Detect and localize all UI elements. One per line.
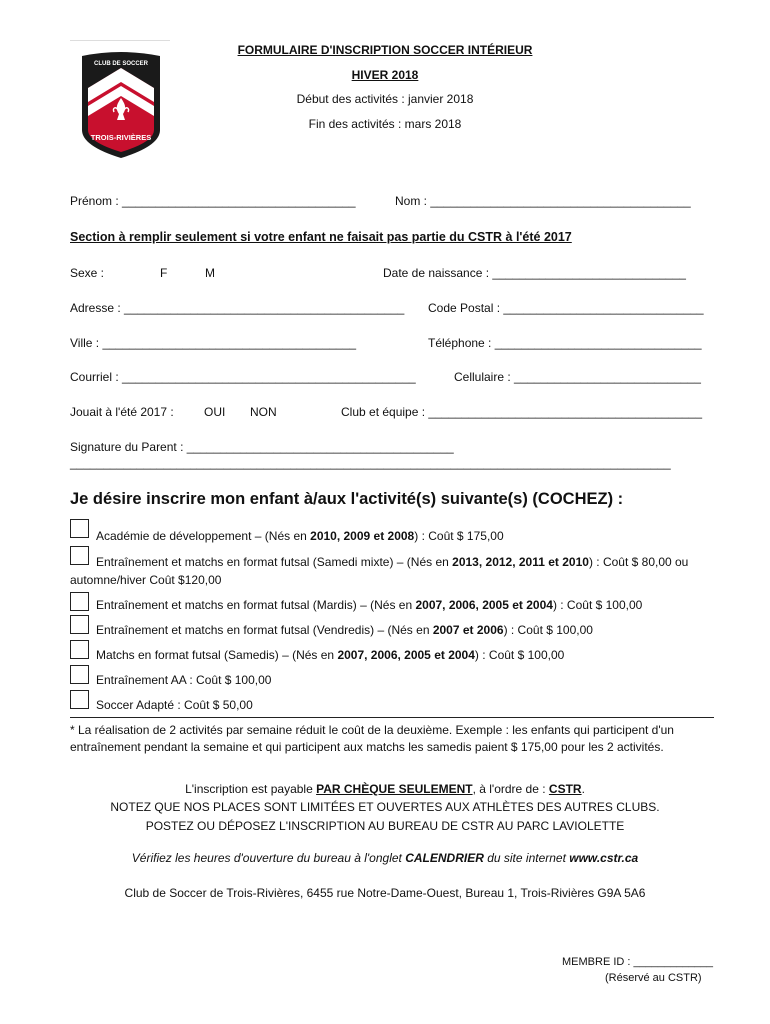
ville-field[interactable]: Ville : ______________________________________ <box>70 336 357 350</box>
sexe-m-option[interactable]: M <box>205 266 215 280</box>
oui-option[interactable]: OUI <box>204 405 226 419</box>
checkbox-samedi-mixte[interactable] <box>70 546 89 565</box>
payment-line: L'inscription est payable PAR CHÈQUE SEULEMENT, à l'ordre de : CSTR. <box>185 782 585 796</box>
reserve-note: (Réservé au CSTR) <box>605 972 702 984</box>
checkbox-aa[interactable] <box>70 665 89 684</box>
checkbox-mardis[interactable] <box>70 592 89 611</box>
activity-academie: Académie de développement – (Nés en 2010, 2009 et 2008) : Coût $ 175,00 <box>96 529 504 543</box>
checkbox-academie[interactable] <box>70 519 89 538</box>
courriel-field[interactable]: Courriel : ____________________________________________ <box>70 370 416 384</box>
activities-heading: Je désire inscrire mon enfant à/aux l'activité(s) suivante(s) (COCHEZ) : <box>70 490 624 508</box>
signature-field[interactable]: Signature du Parent : ________________________________________ <box>70 440 454 454</box>
form-title: FORMULAIRE D'INSCRIPTION SOCCER INTÉRIEUR <box>237 43 533 57</box>
activity-vendredis: Entraînement et matchs en format futsal (Vendredis) – (Nés en 2007 et 2006) : Coût $ 100,00 <box>96 623 593 637</box>
activity-mardis: Entraînement et matchs en format futsal (Mardis) – (Nés en 2007, 2006, 2005 et 2004) : Coût $ 100,00 <box>96 598 643 612</box>
season-title: HIVER 2018 <box>351 68 419 82</box>
activity-aa: Entraînement AA : Coût $ 100,00 <box>96 673 272 687</box>
logo-top-rule <box>70 40 170 41</box>
telephone-field[interactable]: Téléphone : _______________________________ <box>428 336 702 350</box>
note-line-1: * La réalisation de 2 activités par semaine réduit le coût de la deuxième. Exemple : les enfants qui participent d'un <box>70 723 674 737</box>
naissance-field[interactable]: Date de naissance : _____________________________ <box>383 266 686 280</box>
section-title: Section à remplir seulement si votre enfant ne faisait pas partie du CSTR à l'été 2017 <box>70 230 572 244</box>
places-notice: NOTEZ QUE NOS PLACES SONT LIMITÉES ET OUVERTES AUX ATHLÈTES DES AUTRES CLUBS. <box>110 800 660 814</box>
membre-id-field[interactable]: MEMBRE ID : _____________ <box>562 956 714 968</box>
logo-bottom-text: TROIS-RIVIÈRES <box>90 133 152 142</box>
club-equipe-field[interactable]: Club et équipe : _________________________________________ <box>341 405 703 419</box>
adresse-field[interactable]: Adresse : __________________________________________ <box>70 301 405 315</box>
note-line-2: entraînement pendant la semaine et qui participent aux matchs les samedis paient $ 175,00 pour les 2 activités. <box>70 740 664 754</box>
club-address: Club de Soccer de Trois-Rivières, 6455 rue Notre-Dame-Ouest, Bureau 1, Trois-Rivières G9A 5A6 <box>124 886 646 900</box>
activity-adapte: Soccer Adapté : Coût $ 50,00 <box>96 698 253 712</box>
code-postal-field[interactable]: Code Postal : ______________________________ <box>428 301 704 315</box>
nom-field[interactable]: Nom : _______________________________________ <box>395 194 691 208</box>
signature-line: __________________________________________________________________________________________ <box>70 456 671 470</box>
sexe-label: Sexe : <box>70 266 105 280</box>
checkbox-samedis[interactable] <box>70 640 89 659</box>
prenom-field[interactable]: Prénom : ___________________________________ <box>70 194 356 208</box>
activity-samedis: Matchs en format futsal (Samedis) – (Nés en 2007, 2006, 2005 et 2004) : Coût $ 100,00 <box>96 648 565 662</box>
non-option[interactable]: NON <box>250 405 277 419</box>
end-date: Fin des activités : mars 2018 <box>308 117 462 131</box>
jouait-label: Jouait à l'été 2017 : <box>70 405 174 419</box>
checkbox-vendredis[interactable] <box>70 615 89 634</box>
hours-notice: Vérifiez les heures d'ouverture du bureau à l'onglet CALENDRIER du site internet www.cstr.ca <box>131 851 639 865</box>
checkbox-adapte[interactable] <box>70 690 89 709</box>
divider <box>70 717 714 718</box>
activity-samedi-mixte: Entraînement et matchs en format futsal (Samedi mixte) – (Nés en 2013, 2012, 2011 et 2010) : Coût $ 80,00 ou <box>96 555 689 569</box>
logo-top-text: CLUB DE SOCCER <box>93 61 149 67</box>
start-date: Début des activités : janvier 2018 <box>296 92 474 106</box>
sexe-f-option[interactable]: F <box>160 266 168 280</box>
activity-samedi-mixte-cont: automne/hiver Coût $120,00 <box>70 573 222 587</box>
postez-notice: POSTEZ OU DÉPOSEZ L'INSCRIPTION AU BUREAU DE CSTR AU PARC LAVIOLETTE <box>145 819 625 833</box>
cellulaire-field[interactable]: Cellulaire : ____________________________ <box>454 370 701 384</box>
